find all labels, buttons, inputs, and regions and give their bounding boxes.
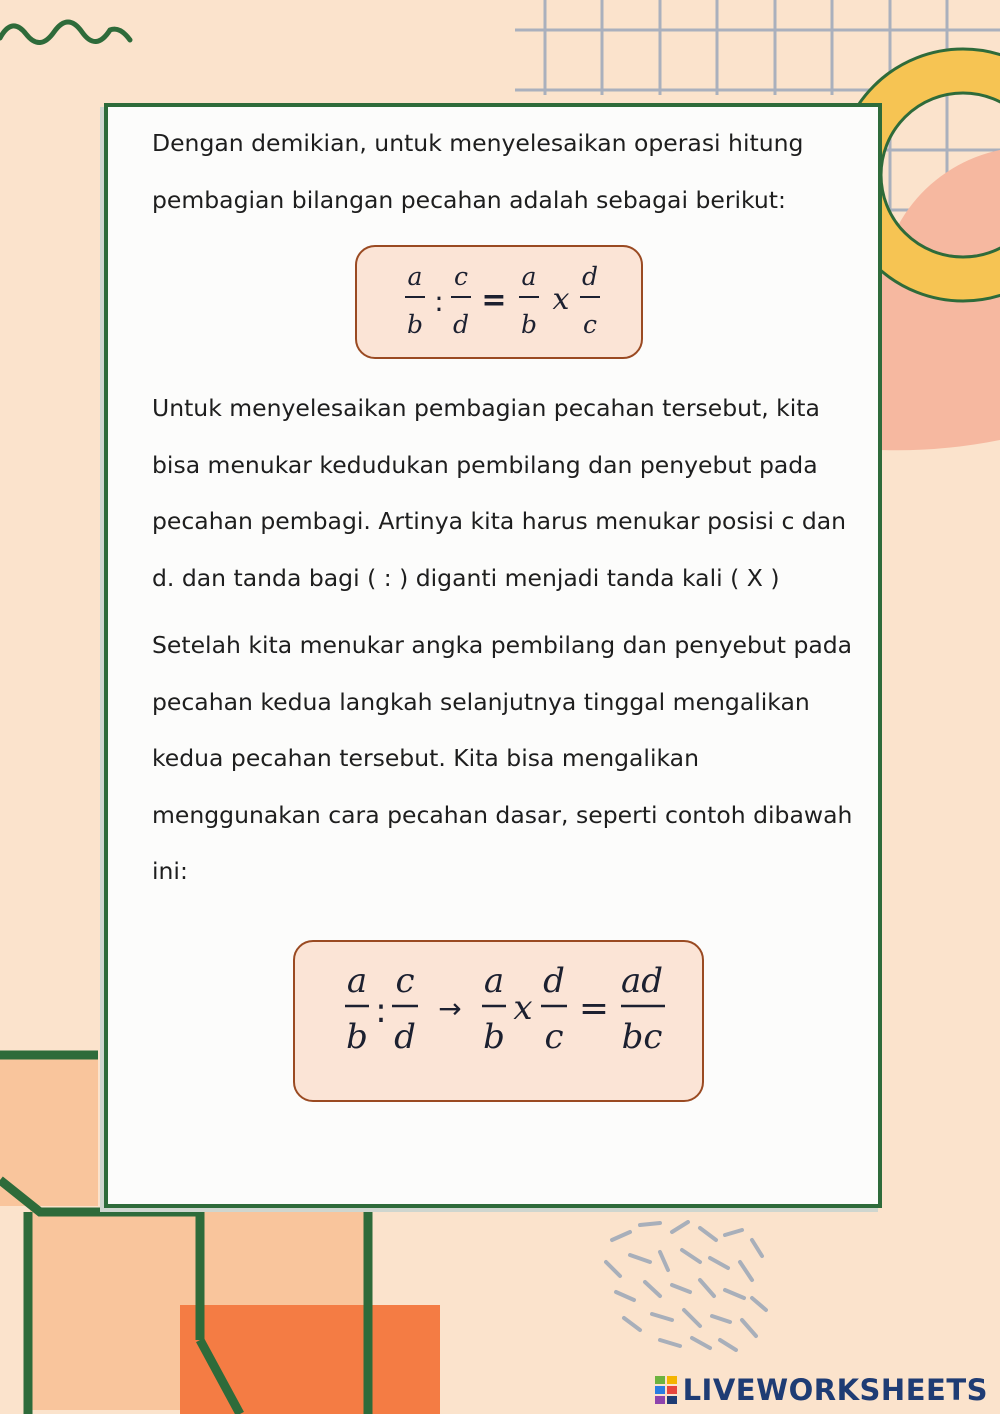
f1-denominator: b: [346, 1017, 368, 1057]
intro-paragraph: Dengan demikian, untuk menyelesaikan operasi hitung pembagian bilangan pecahan adalah sebagai berikut:: [152, 129, 804, 214]
f3-denominator: b: [483, 1017, 505, 1057]
f3-numerator: a: [521, 262, 537, 291]
liveworksheets-watermark: [655, 1372, 988, 1408]
explain-paragraph: Untuk menyelesaikan pembagian pecahan tersebut, kita bisa menukar kedudukan pembilang dan penyebut pada pecahan pembagi. Artinya kita harus menukar posisi c dan d. dan tanda bagi ( : ) diganti menjadi tanda kali ( X ): [152, 394, 847, 592]
times-sign: x: [552, 282, 570, 317]
division-rule-formula: [355, 245, 643, 359]
result-numerator: ad: [620, 961, 664, 1001]
f1-numerator: a: [346, 961, 368, 1001]
division-rule-svg: [357, 247, 645, 361]
arrow-sign: →: [438, 992, 462, 1025]
f4-denominator: c: [582, 310, 598, 339]
f2-denominator: d: [394, 1017, 416, 1057]
f2-denominator: d: [452, 310, 470, 339]
next-step-paragraph: Setelah kita menukar angka pembilang dan penyebut pada pecahan kedua langkah selanjutnya tinggal mengalikan kedua pecahan tersebut. Kita bisa mengalikan menggunakan cara pecahan dasar, seperti contoh dibawah ini:: [152, 631, 853, 885]
divide-sign: :: [434, 285, 444, 318]
f4-numerator: d: [543, 961, 565, 1001]
times-sign: x: [513, 988, 533, 1028]
liveworksheets-logo-icon: [655, 1376, 677, 1404]
f4-denominator: c: [544, 1017, 564, 1057]
f3-denominator: b: [520, 310, 538, 339]
worked-example-formula: [293, 940, 704, 1102]
worked-example-svg: [295, 942, 706, 1104]
f4-numerator: d: [581, 262, 599, 291]
f3-numerator: a: [483, 961, 505, 1001]
f2-numerator: c: [453, 262, 469, 291]
f1-numerator: a: [407, 262, 423, 291]
equals-sign: =: [481, 283, 507, 318]
result-denominator: bc: [621, 1017, 663, 1057]
divide-sign: :: [375, 991, 387, 1031]
liveworksheets-brand: LIVEWORKSHEETS: [682, 1373, 988, 1407]
f2-numerator: c: [395, 961, 415, 1001]
f1-denominator: b: [406, 310, 424, 339]
equals-sign: =: [578, 988, 610, 1029]
